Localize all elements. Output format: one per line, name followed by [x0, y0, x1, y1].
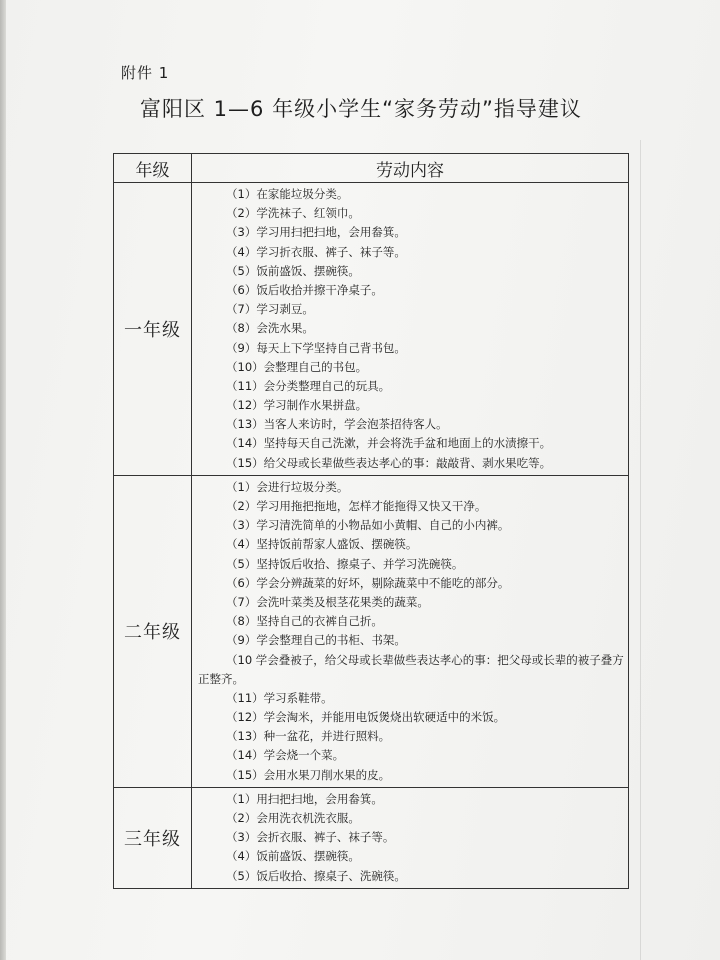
list-item: （15）给父母或长辈做些表达孝心的事：敲敲背、剥水果吃等。: [226, 455, 552, 470]
table-row: [114, 475, 629, 787]
list-item: （4）学习折衣服、裤子、袜子等。: [226, 244, 406, 259]
table-header-row: [114, 154, 629, 183]
annex-label: 附件 1: [121, 64, 170, 82]
list-item: （3）会折衣服、裤子、袜子等。: [226, 830, 395, 845]
grade-cell: 三年级: [114, 787, 192, 888]
items-cell: [192, 183, 629, 476]
grade-cell: 二年级: [114, 475, 192, 787]
list-item: （13）当客人来访时，学会泡茶招待客人。: [226, 417, 448, 432]
list-item: （9）每天上下学坚持自己背书包。: [226, 340, 406, 355]
table-row: [114, 183, 629, 476]
list-item: （1）在家能垃圾分类。: [226, 187, 349, 201]
items-cell: [192, 475, 629, 787]
items-cell: [192, 787, 629, 888]
document-title: 富阳区 1—6 年级小学生“家务劳动”指导建议: [140, 97, 582, 121]
list-item: （5）饭前盛饭、摆碗筷。: [226, 263, 360, 278]
header-content: 劳动内容: [192, 154, 629, 183]
list-item: （7）学习剥豆。: [226, 302, 314, 317]
chores-table: [113, 153, 629, 889]
list-item: （15）会用水果刀削水果的皮。: [226, 767, 391, 782]
list-item: （8）坚持自己的衣裤自己折。: [226, 614, 383, 629]
list-item: （5）坚持饭后收拾、擦桌子、并学习洗碗筷。: [226, 556, 464, 571]
list-item: （13）种一盆花，并进行照料。: [226, 729, 391, 744]
list-item: （7）会洗叶菜类及根茎花果类的蔬菜。: [226, 594, 429, 609]
table-row: [114, 787, 629, 888]
header-grade: 年级: [114, 154, 192, 183]
list-item: （2）学习用拖把拖地，怎样才能拖得又快又干净。: [226, 499, 487, 513]
list-item: （8）会洗水果。: [226, 321, 314, 336]
list-item: （6）学会分辨蔬菜的好坏，剔除蔬菜中不能吃的部分。: [226, 575, 510, 590]
list-item: （2）学洗袜子、红领巾。: [226, 206, 360, 221]
list-item: （1）会进行垃圾分类。: [226, 479, 349, 494]
list-item: （3）学习清洗简单的小物品如小黄帽、自己的小内裤。: [226, 518, 510, 533]
list-item: （11）学习系鞋带。: [226, 690, 333, 705]
list-item: （1）用扫把扫地，会用畚箕。: [226, 791, 383, 806]
list-item: （4）饭前盛饭、摆碗筷。: [226, 849, 360, 864]
list-item: （10）会整理自己的书包。: [226, 359, 368, 374]
list-item: （5）饭后收拾、擦桌子、洗碗筷。: [226, 868, 406, 883]
list-item: （6）饭后收拾并擦干净桌子。: [226, 282, 383, 297]
list-item: （14）坚持每天自己洗漱，并会将洗手盆和地面上的水渍擦干。: [226, 436, 552, 451]
list-item: （12）学习制作水果拼盘。: [226, 398, 368, 413]
list-item: （3）学习用扫把扫地，会用畚箕。: [226, 225, 406, 240]
list-item: （12）学会淘米，并能用电饭煲烧出软硬适中的米饭。: [226, 710, 506, 725]
list-item: （9）学会整理自己的书柜、书架。: [226, 633, 406, 648]
bleed-through-rule: [640, 140, 641, 960]
grade-cell: 一年级: [114, 183, 192, 476]
list-item: （10 学会叠被子，给父母或长辈做些表达孝心的事：把父母或长辈的被子叠方正整齐。: [198, 652, 624, 686]
list-item: （11）会分类整理自己的玩具。: [226, 378, 391, 393]
list-item: （4）坚持饭前帮家人盛饭、摆碗筷。: [226, 537, 418, 552]
list-item: （2）会用洗衣机洗衣服。: [226, 811, 360, 826]
list-item: （14）学会烧一个菜。: [226, 748, 345, 763]
